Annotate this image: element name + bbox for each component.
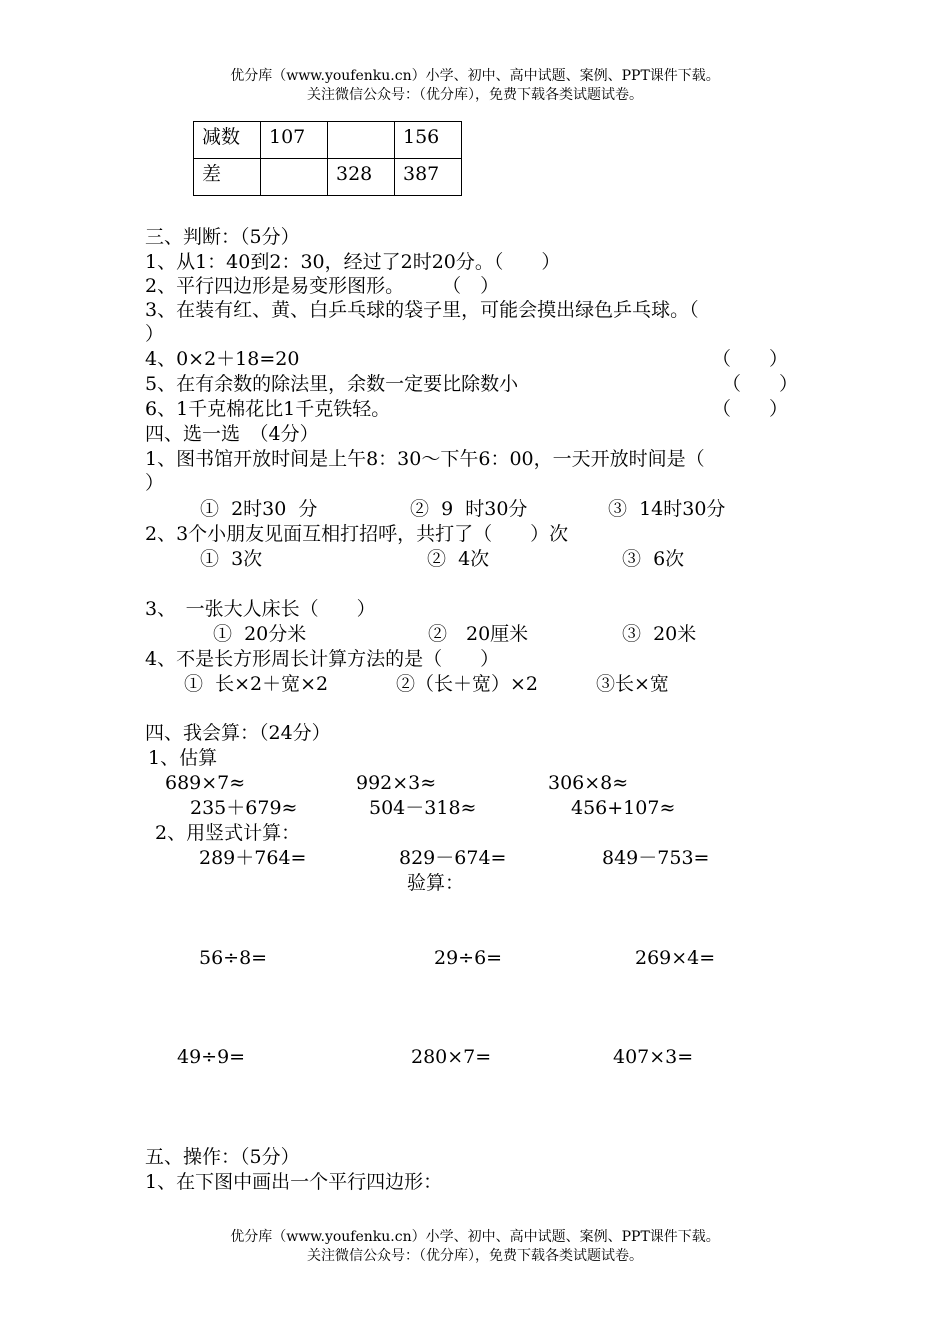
- choice-option: ① 2时30 分: [200, 498, 318, 520]
- estimate-subtitle: 1、估算: [148, 747, 218, 769]
- table-cell: [261, 159, 328, 196]
- judge-item-3-cont: ）: [145, 323, 165, 345]
- judge-item-1: 1、从1：40到2：30，经过了2时20分。（ ）: [145, 251, 561, 273]
- answer-bracket: （ ）: [712, 348, 789, 370]
- answer-bracket: （ ）: [722, 373, 799, 395]
- page-footer-line1: 优分库（www.youfenku.cn）小学、初中、高中试题、案例、PPT课件下载。: [230, 1229, 720, 1245]
- vertical-problem: 280×7=: [411, 1046, 492, 1068]
- estimate-problem: 992×3≈: [356, 772, 437, 794]
- vertical-problem: 49÷9=: [177, 1046, 246, 1068]
- vertical-problem: 289＋764=: [199, 847, 307, 869]
- choice-option: ③长×宽: [596, 673, 669, 695]
- vertical-calc-subtitle: 2、用竖式计算：: [155, 822, 301, 844]
- judge-item-2: 2、平行四边形是易变形图形。 （ ）: [145, 275, 500, 297]
- section4-calc-title: 四、我会算：（24分）: [145, 722, 331, 744]
- page-footer-line2: 关注微信公众号：（优分库），免费下载各类试题试卷。: [307, 1248, 643, 1264]
- judge-item-6: 6、1千克棉花比1千克铁轻。: [145, 398, 391, 420]
- choice-option: ③ 6次: [622, 548, 685, 570]
- choice-option: ② 20厘米: [428, 623, 529, 645]
- estimate-problem: 235＋679≈: [190, 797, 298, 819]
- answer-bracket: （ ）: [712, 398, 789, 420]
- choice-question-2: 2、3个小朋友见面互相打招呼，共打了（ ）次: [145, 523, 569, 545]
- operation-question-1: 1、在下图中画出一个平行四边形：: [145, 1171, 443, 1193]
- judge-item-5: 5、在有余数的除法里，余数一定要比除数小: [145, 373, 519, 395]
- table-cell: 328: [328, 159, 395, 196]
- choice-question-3: 3、 一张大人床长（ ）: [145, 598, 376, 620]
- page-header-line2: 关注微信公众号：（优分库），免费下载各类试题试卷。: [307, 87, 643, 103]
- vertical-problem: 269×4=: [635, 947, 716, 969]
- vertical-problem: 829－674=: [399, 847, 507, 869]
- table-cell: [328, 122, 395, 159]
- table-row: [194, 159, 462, 196]
- choice-option: ① 3次: [200, 548, 263, 570]
- section3-title: 三、判断：（5分）: [145, 226, 300, 248]
- judge-item-3: 3、在装有红、黄、白乒乓球的袋子里，可能会摸出绿色乒乓球。（: [145, 299, 699, 321]
- choice-question-1: 1、图书馆开放时间是上午8：30～下午6：00，一天开放时间是（: [145, 448, 705, 470]
- estimate-problem: 689×7≈: [165, 772, 246, 794]
- section4-choose-title: 四、选一选 （4分）: [145, 423, 319, 445]
- estimate-problem: 456+107≈: [571, 797, 676, 819]
- estimate-problem: 504－318≈: [369, 797, 477, 819]
- choice-question-4: 4、不是长方形周长计算方法的是（ ）: [145, 648, 500, 670]
- vertical-problem: 29÷6=: [434, 947, 503, 969]
- choice-option: ① 长×2＋宽×2: [184, 673, 329, 695]
- table-cell: 107: [261, 122, 328, 159]
- table-cell: 387: [395, 159, 462, 196]
- choice-option: ② 9 时30分: [410, 498, 528, 520]
- choice-option: ② 4次: [427, 548, 490, 570]
- table-cell: 差: [194, 159, 261, 196]
- page-header-line1: 优分库（www.youfenku.cn）小学、初中、高中试题、案例、PPT课件下载。: [230, 68, 720, 84]
- table-row: [194, 122, 462, 159]
- choice-option: ③ 14时30分: [608, 498, 726, 520]
- vertical-problem: 407×3=: [613, 1046, 694, 1068]
- subtraction-table: [193, 121, 462, 196]
- check-label: 验算：: [407, 872, 465, 894]
- vertical-problem: 849－753=: [602, 847, 710, 869]
- table-cell: 156: [395, 122, 462, 159]
- table-cell: 减数: [194, 122, 261, 159]
- choice-option: ③ 20米: [622, 623, 697, 645]
- judge-item-4: 4、0×2＋18=20: [145, 348, 300, 370]
- vertical-problem: 56÷8=: [199, 947, 268, 969]
- choice-option: ②（长＋宽）×2: [396, 673, 539, 695]
- estimate-problem: 306×8≈: [548, 772, 629, 794]
- choice-option: ① 20分米: [213, 623, 307, 645]
- choice-question-1-cont: ）: [145, 472, 165, 494]
- section5-title: 五、操作：（5分）: [145, 1146, 300, 1168]
